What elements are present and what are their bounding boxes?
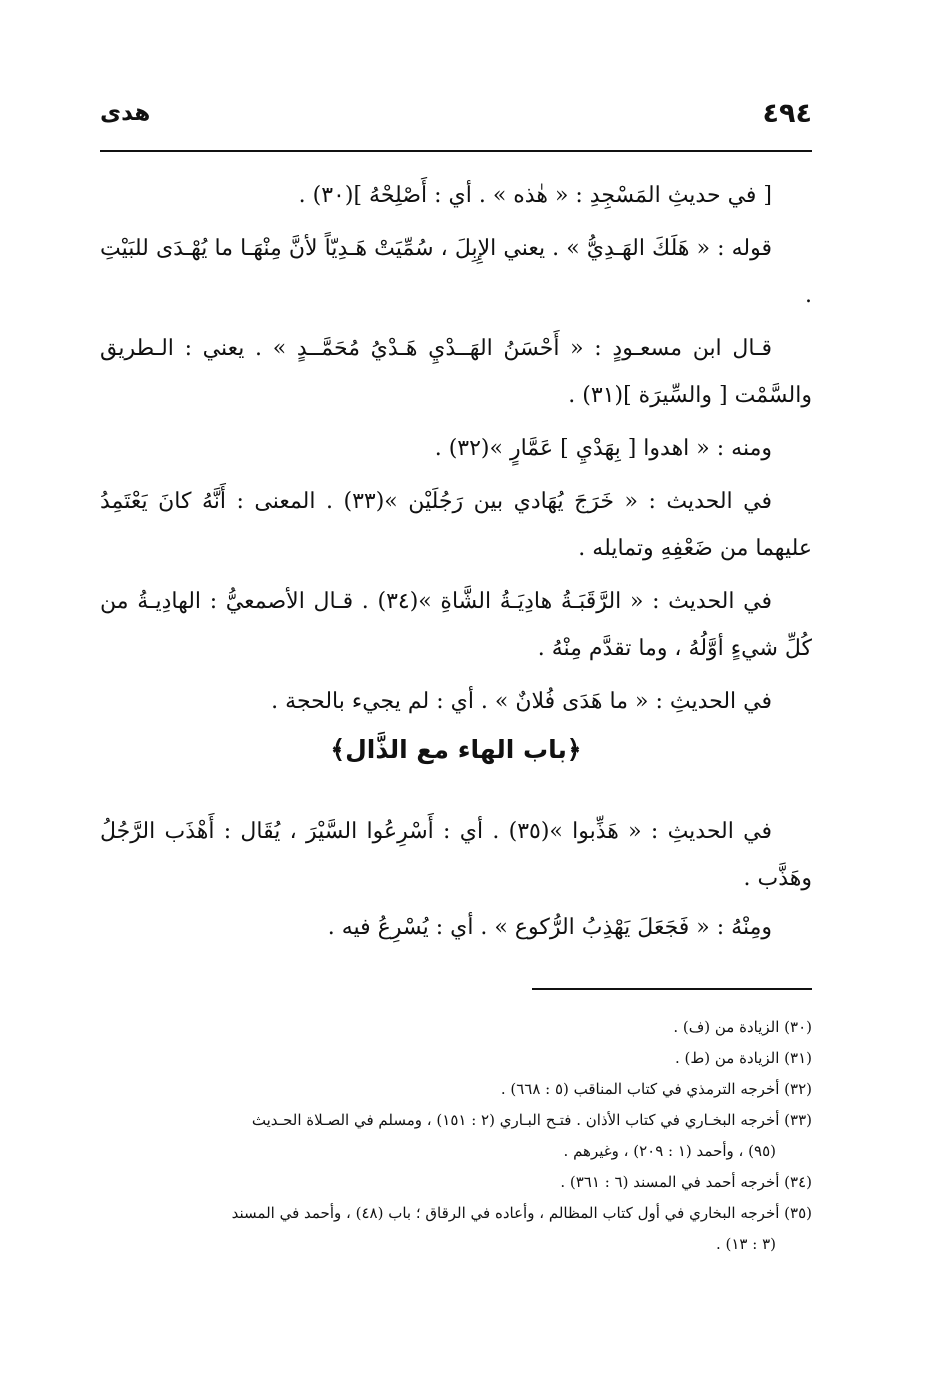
footnote-text: (٣٣) أخرجه البخـاري في كتاب الأذان . فتـح البـاري (٢ : ١٥١) ، ومسلم في الصـلاة الحـديث <box>251 1111 812 1129</box>
footnote-continuation: (٩٥) ، وأحمد (١ : ٢٠٩) ، وغيرهم . <box>563 1142 776 1160</box>
header-rule <box>100 150 812 152</box>
section-text <box>100 808 812 953</box>
footnote-text: (٣١) الزيادة من (ط) . <box>674 1049 812 1067</box>
paragraph: قـال ابن مسعـودٍ : « أَحْسَنُ الهَــدْيِ هَـدْيُ مُحَمَّــدٍ » . يعني : الـطريق والسَّمْت [ والسِّيرَة ](٣١) . <box>100 336 812 408</box>
footnote <box>100 1043 812 1074</box>
paragraph: في الحديثِ : « ما هَدَى فُلانٌ » . أي : لم يجيء بالحجة . <box>271 689 772 714</box>
chapter-heading: ﴿باب الهاء مع الذَّال﴾ <box>330 735 582 764</box>
footnote-separator <box>532 988 812 990</box>
footnote <box>100 1105 812 1167</box>
main-text <box>100 172 812 731</box>
footnote-text: (٣٠) الزيادة من (ف) . <box>673 1018 812 1036</box>
footnote-text: (٣٢) أخرجه الترمذي في كتاب المناقب (٥ : ٦٦٨) . <box>500 1080 812 1098</box>
footnotes <box>100 1012 812 1260</box>
paragraph: في الحديثِ : « هَذِّبوا »(٣٥) . أي : أَسْرِعُوا السَّيْرَ ، يُقَال : أَهْذَب الرَّجُلُ وهَذَّب . <box>100 819 812 891</box>
paragraph: في الحديث : « خَرَجَ يُهَادي بين رَجُلَيْن »(٣٣) . المعنى : أَنَّهُ كانَ يَعْتَمِدُ عليهما من ضَعْفِهِ وتمايله . <box>100 489 812 561</box>
footnote <box>100 1198 812 1260</box>
running-title: هدى <box>100 100 151 126</box>
footnote-text: (٣٥) أخرجه البخاري في أول كتاب المظالم ، وأعاده في الرقاق ؛ باب (٤٨) ، وأحمد في المسند <box>231 1204 812 1222</box>
footnote <box>100 1167 812 1198</box>
paragraph: في الحديث : « الرَّقَبَـةُ هادِيَـةُ الشَّاةِ »(٣٤) . قـال الأصمعيُّ : الهادِيـةُ من كُلِّ شيءٍ أوَّلُهُ ، وما تقدَّم مِنْهُ . <box>100 589 812 661</box>
paragraph: ومِنْهُ : « فَجَعَلَ يَهْذِبُ الرُّكوع » . أي : يُسْرِعُ فيه . <box>327 915 772 940</box>
paragraph: ومنه : « اهدوا [ بِهَدْيِ ] عَمَّارٍ »(٣٢) . <box>434 436 772 461</box>
page-header <box>100 98 812 138</box>
page-number: ٤٩٤ <box>762 98 812 129</box>
footnote-text: (٣٤) أخرجه أحمد في المسند (٦ : ٣٦١) . <box>560 1173 812 1191</box>
footnote <box>100 1074 812 1105</box>
footnote <box>100 1012 812 1043</box>
footnote-continuation: (٣ : ١٣) . <box>715 1235 776 1253</box>
paragraph: [ في حديثِ المَسْجِدِ : « هٰذه » . أي : أَصْلِحْهُ ](٣٠) . <box>298 183 772 208</box>
paragraph: قوله : « هَلَكَ الهَـدِيُّ » . يعني الإِبِلَ ، سُمِّيَتْ هَـدِيّاً لأنَّ مِنْهَـا ما يُهْـدَى للبَيْتِ . <box>100 236 812 308</box>
